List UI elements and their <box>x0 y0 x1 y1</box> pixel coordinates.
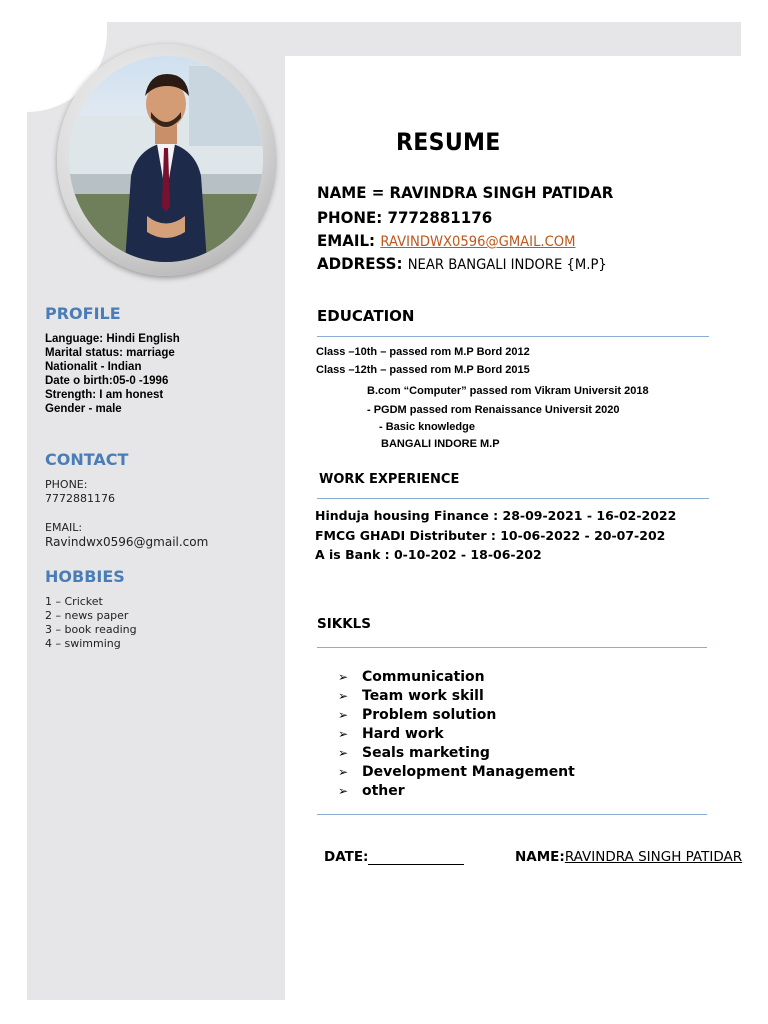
skill-label: other <box>362 783 405 799</box>
contact-email-label: EMAIL: <box>45 521 83 534</box>
hobby-item: 2 – news paper <box>45 609 129 622</box>
skill-item <box>338 706 575 725</box>
phone-line: PHONE: 7772881176 <box>317 208 493 227</box>
profile-nationality: Nationalit - Indian <box>45 361 142 373</box>
date-label: DATE: <box>324 849 369 865</box>
skills-top-divider <box>317 647 707 648</box>
skill-item <box>338 782 575 801</box>
arrow-bullet-icon: ➢ <box>338 746 349 760</box>
skills-list <box>338 668 575 801</box>
hobbies-heading: HOBBIES <box>45 567 125 586</box>
work-entry: A is Bank : 0-10-202 - 18-06-202 <box>315 547 542 562</box>
hobby-item: 4 – swimming <box>45 637 121 650</box>
skill-item <box>338 763 575 782</box>
skill-item <box>338 744 575 763</box>
contact-phone-value: 7772881176 <box>45 492 115 505</box>
name-line: NAME = RAVINDRA SINGH PATIDAR <box>317 183 614 202</box>
profile-marital-status: Marital status: marriage <box>45 347 175 359</box>
person-portrait-illustration <box>69 56 263 262</box>
email-link[interactable]: RAVINDWX0596@GMAIL.COM <box>380 234 576 250</box>
arrow-bullet-icon: ➢ <box>338 708 349 722</box>
skill-label: Development Management <box>362 764 575 780</box>
skill-label: Hard work <box>362 726 444 742</box>
education-divider <box>317 336 709 337</box>
page-title: RESUME <box>396 128 501 156</box>
address-line <box>317 254 607 273</box>
date-blank-line <box>368 850 464 865</box>
skill-item <box>338 668 575 687</box>
hobby-item: 3 – book reading <box>45 623 137 636</box>
footer-name-value: RAVINDRA SINGH PATIDAR <box>564 849 743 865</box>
profile-language: Language: Hindi English <box>45 333 180 345</box>
contact-heading: CONTACT <box>45 450 129 469</box>
skill-label: Communication <box>362 669 485 685</box>
profile-date-of-birth: Date o birth:05-0 -1996 <box>45 375 169 387</box>
date-field <box>324 849 464 865</box>
top-band <box>285 22 741 56</box>
profile-details <box>45 332 180 416</box>
contact-details <box>45 478 208 549</box>
education-line: B.com “Computer” passed rom Vikram Universit 2018 <box>367 385 649 397</box>
address-value: NEAR BANGALI INDORE {M.P} <box>407 257 607 273</box>
skill-label: Problem solution <box>362 707 497 723</box>
work-entry: FMCG GHADI Distributer : 10-06-2022 - 20-07-202 <box>315 528 666 543</box>
skill-label: Team work skill <box>362 688 484 704</box>
education-line: Class –10th – passed rom M.P Bord 2012 <box>316 346 530 358</box>
profile-heading: PROFILE <box>45 304 121 323</box>
hobbies-list <box>45 595 137 651</box>
arrow-bullet-icon: ➢ <box>338 689 349 703</box>
hobby-item: 1 – Cricket <box>45 595 103 608</box>
skill-item <box>338 725 575 744</box>
work-experience-heading: WORK EXPERIENCE <box>319 472 460 487</box>
signature-name <box>515 849 742 865</box>
email-label: EMAIL: <box>317 231 376 250</box>
education-heading: EDUCATION <box>317 307 415 325</box>
arrow-bullet-icon: ➢ <box>338 784 349 798</box>
contact-email-value[interactable]: Ravindwx0596@gmail.com <box>45 535 209 549</box>
education-line: BANGALI INDORE M.P <box>381 438 500 450</box>
skill-item <box>338 687 575 706</box>
education-line: Class –12th – passed rom M.P Bord 2015 <box>316 364 530 376</box>
skill-label: Seals marketing <box>362 745 490 761</box>
profile-strength: Strength: I am honest <box>45 389 164 401</box>
arrow-bullet-icon: ➢ <box>338 765 349 779</box>
address-label: ADDRESS: <box>317 254 403 273</box>
education-line: - Basic knowledge <box>379 421 475 433</box>
skills-heading: SIKKLS <box>317 616 371 632</box>
education-line: - PGDM passed rom Renaissance Universit 2020 <box>367 404 620 416</box>
footer-name-label: NAME: <box>515 849 565 865</box>
work-divider <box>317 498 709 499</box>
email-line <box>317 231 575 250</box>
arrow-bullet-icon: ➢ <box>338 670 349 684</box>
profile-gender: Gender - male <box>45 403 122 415</box>
skills-bottom-divider <box>317 814 707 815</box>
work-entry: Hinduja housing Finance : 28-09-2021 - 16-02-2022 <box>315 508 677 523</box>
contact-phone-label: PHONE: <box>45 478 88 491</box>
profile-photo <box>69 56 263 262</box>
arrow-bullet-icon: ➢ <box>338 727 349 741</box>
